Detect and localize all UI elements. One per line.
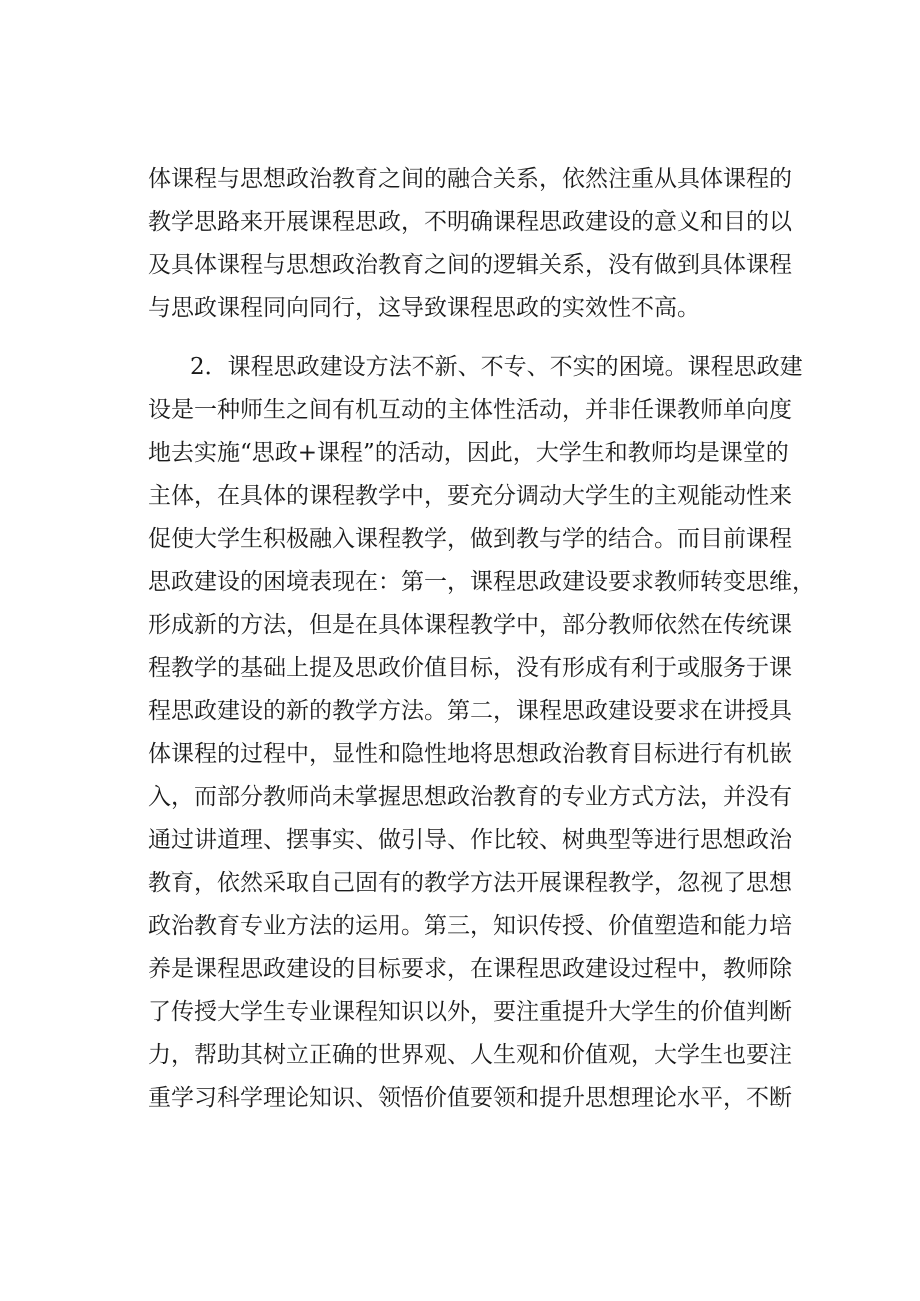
- paragraph-line: 促使大学生积极融入课程教学，做到教与学的结合。而目前课程: [148, 526, 792, 552]
- paragraph-line: 体课程与思想政治教育之间的融合关系，依然注重从具体课程的: [148, 166, 792, 192]
- paragraph-line: 与思政课程同向同行，这导致课程思政的实效性不高。: [148, 295, 700, 321]
- paragraph-line: 力，帮助其树立正确的世界观、人生观和价值观，大学生也要注: [148, 1042, 792, 1068]
- paragraph-line: 入，而部分教师尚未掌握思想政治教育的专业方式方法，并没有: [148, 784, 792, 810]
- paragraph-line: 通过讲道理、摆事实、做引导、作比较、树典型等进行思想政治: [148, 827, 792, 853]
- paragraph-line: 主体，在具体的课程教学中，要充分调动大学生的主观能动性来: [148, 483, 792, 509]
- paragraph-line: 政治教育专业方法的运用。第三，知识传授、价值塑造和能力培: [148, 913, 792, 939]
- paragraph-spacer: [148, 330, 788, 346]
- paragraph-2: [148, 346, 815, 1120]
- paragraph-line: 地去实施“思政+课程”的活动，因此，大学生和教师均是课堂的: [148, 440, 789, 466]
- paragraph-line: 2．课程思政建设方法不新、不专、不实的困境。课程思政建: [190, 354, 803, 380]
- paragraph-line: 程教学的基础上提及思政价值目标，没有形成有利于或服务于课: [148, 655, 792, 681]
- paragraph-line: 养是课程思政建设的目标要求，在课程思政建设过程中，教师除: [148, 956, 792, 982]
- paragraph-line: 形成新的方法，但是在具体课程教学中，部分教师依然在传统课: [148, 612, 792, 638]
- paragraph-line: 设是一种师生之间有机互动的主体性活动，并非任课教师单向度: [148, 397, 792, 423]
- paragraph-line: 思政建设的困境表现在：第一，课程思政建设要求教师转变思维，: [148, 569, 815, 595]
- paragraph-line: 教学思路来开展课程思政，不明确课程思政建设的意义和目的以: [148, 209, 792, 235]
- paragraph-line: 及具体课程与思想政治教育之间的逻辑关系，没有做到具体课程: [148, 252, 792, 278]
- paragraph-line: 了传授大学生专业课程知识以外，要注重提升大学生的价值判断: [148, 999, 792, 1025]
- paragraph-line: 教育，依然采取自己固有的教学方法开展课程教学，忽视了思想: [148, 870, 792, 896]
- paragraph-1: [148, 158, 792, 330]
- paragraph-line: 体课程的过程中，显性和隐性地将思想政治教育目标进行有机嵌: [148, 741, 792, 767]
- paragraph-line: 重学习科学理论知识、领悟价值要领和提升思想理论水平，不断: [148, 1085, 792, 1111]
- body-text: [148, 158, 815, 1120]
- paragraph-line: 程思政建设的新的教学方法。第二，课程思政建设要求在讲授具: [148, 698, 792, 724]
